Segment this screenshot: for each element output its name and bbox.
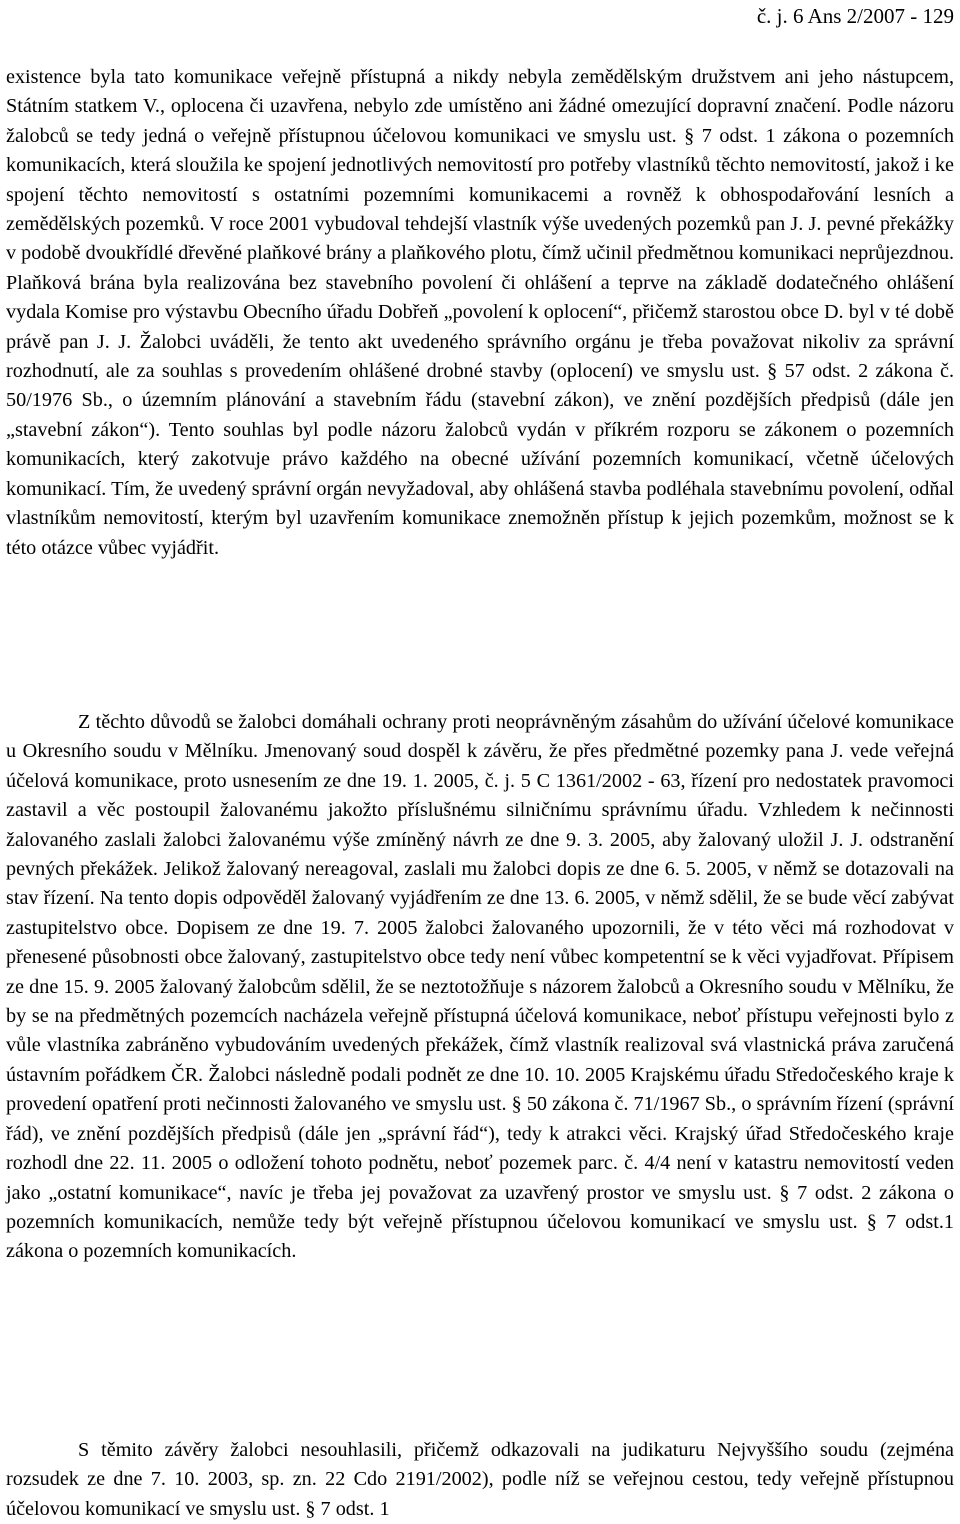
paragraph-1: existence byla tato komunikace veřejně přístupná a nikdy nebyla zemědělským družstvem ani jeho nástupcem, Státním statkem V., oplocena či uzavřena, nebylo zde umístěno ani žádné omezující dopravní značení. Podle názoru žalobců se tedy jedná o veřejně přístupnou účelovou komunikaci ve smyslu ust. § 7 odst. 1 zákona o pozemních komunikacích, která sloužila ke spojení jednotlivých nemovitostí pro potřeby vlastníků těchto nemovitostí, jakož i ke spojení těchto nemovitostí s ostatními pozemními komunikacemi a rovněž k obhospodařování lesních a zemědělských pozemků. V roce 2001 vybudoval tehdejší vlastník výše uvedených pozemků pan J. J. pevné překážky v podobě dvoukřídlé dřevěné plaňkové brány a plaňkového plotu, čímž učinil předmětnou komunikaci neprůjezdnou. Plaňková brána byla realizována bez stavebního povolení či ohlášení a teprve na základě dodatečného ohlášení vydala Komise pro výstavbu Obecního úřadu Dobřeň „povolení k oplocení“, přičemž starostou obce D. byl v té době právě pan J. J. Žalobci uváděli, že tento akt uvedeného správního orgánu je třeba považovat nikoliv za správní rozhodnutí, ale za souhlas s provedením ohlášené drobné stavby (oplocení) ve smyslu ust. § 57 odst. 2 zákona č. 50/1976 Sb., o územním plánování a stavebním řádu (stavební zákon), ve znění pozdějších předpisů (dále jen „stavební zákon“). Tento souhlas byl podle názoru žalobců vydán v příkrém rozporu se zákonem o pozemních komunikacích, který zakotvuje právo každého na obecné užívání pozemních komunikací, včetně účelových komunikací. Tím, že uvedený správní orgán nevyžadoval, aby ohlášená stavba podléhala stavebnímu povolení, odňal vlastníkům nemovitostí, kterým byl uzavřením komunikace znemožněn přístup k jejich pozemkům, možnost se k této otázce vůbec vyjádřit. xyxy=(6,66,954,559)
case-reference: č. j. 6 Ans 2/2007 - 129 xyxy=(756,4,954,28)
paragraph-2: Z těchto důvodů se žalobci domáhali ochrany proti neoprávněným zásahům do užívání účelové komunikace u Okresního soudu v Mělníku. Jmenovaný soud dospěl k závěru, že přes předmětné pozemky pana J. vede veřejná účelová komunikace, proto usnesením ze dne 19. 1. 2005, č. j. 5 C 1361/2002 - 63, řízení pro nedostatek pravomoci zastavil a věc postoupil žalovanému jakožto příslušnému silničnímu správnímu úřadu. Vzhledem k nečinnosti žalovaného zaslali žalobci žalovanému výše zmíněný návrh ze dne 9. 3. 2005, aby žalovaný uložil J. J. odstranění pevných překážek. Jelikož žalovaný nereagoval, zaslali mu žalobci dopis ze dne 6. 5. 2005, v němž se dotazovali na stav řízení. Na tento dopis odpověděl žalovaný vyjádřením ze dne 13. 6. 2005, v němž sdělil, že se bude věcí zabývat zastupitelstvo obce. Dopisem ze dne 19. 7. 2005 žalobci žalovaného upozornili, že v této věci má rozhodovat v přenesené působnosti obce žalovaný, zastupitelstvo obce tedy není vůbec kompetentní se k věci vyjadřovat. Přípisem ze dne 15. 9. 2005 žalovaný žalobcům sdělil, že se neztotožňuje s názorem žalobců a Okresního soudu v Mělníku, že by se na předmětných pozemcích nacházela veřejně přístupná účelová komunikace, neboť přístupu veřejnosti bylo z vůle vlastníka zabráněno vybudováním uvedených překážek, čímž vlastník realizoval svá vlastnická práva zaručená ústavním pořádkem ČR. Žalobci následně podali podnět ze dne 10. 10. 2005 Krajskému úřadu Středočeského kraje k provedení opatření proti nečinnosti žalovaného ve smyslu ust. § 50 zákona č. 71/1967 Sb., o správním řízení (správní řád), ve znění pozdějších předpisů (dále jen „správní řád“), tedy k atrakci věci. Krajský úřad Středočeského kraje rozhodl dne 22. 11. 2005 o odložení tohoto podnětu, neboť pozemek parc. č. 4/4 není v katastru nemovitostí veden jako „ostatní komunikace“, navíc je třeba jej považovat za uzavřený prostor ve smyslu ust. § 7 odst. 2 zákona o pozemních komunikacích, nemůže tedy být veřejně přístupnou účelovou komunikací ve smyslu ust. § 7 odst.1 zákona o pozemních komunikacích. xyxy=(6,711,954,1263)
paragraph-3: S těmito závěry žalobci nesouhlasili, přičemž odkazovali na judikaturu Nejvyššího soudu (zejména rozsudek ze dne 7. 10. 2003, sp. zn. 22 Cdo 2191/2002), podle níž se veřejnou cestou, tedy veřejně přístupnou účelovou komunikací ve smyslu ust. § 7 odst. 1 xyxy=(6,1439,954,1520)
